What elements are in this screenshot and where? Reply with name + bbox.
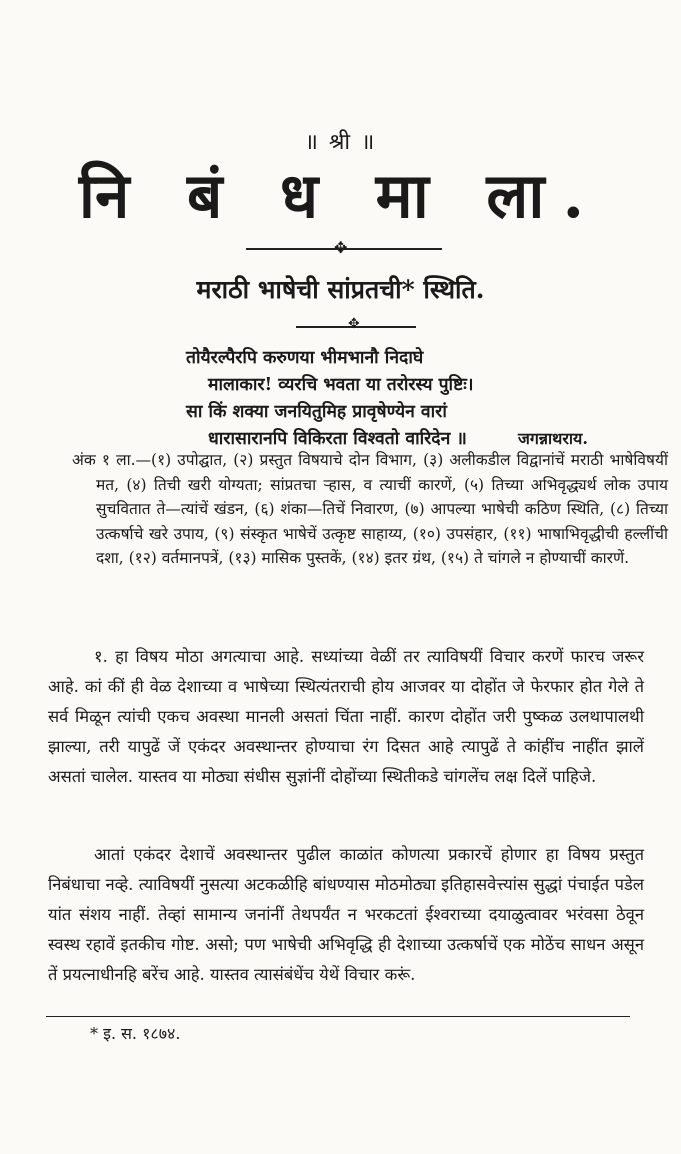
verse-author: जगन्नाथराय. (518, 429, 588, 448)
chapter-contents: अंक १ ला.—(१) उपोद्घात, (२) प्रस्तुत विषयाचे दोन विभाग, (३) अलीकडील विद्वानांचें मराठी भाषेविषयीं मत, (४) तिची खरी योग्यता; सांप्रतचा ऱ्हास, व त्याचीं कारणें, (५) तिच्या अभिवृद्ध्यर्थ लोक उपाय सुचवितात ते—त्यांचें खंडन, (६) शंका—तिचें निवारण, (७) आपल्या भाषेची कठिण स्थिति, (८) तिच्या उत्कर्षाचे खरे उपाय, (९) संस्कृत भाषेचें उत्कृष्ट साहाय्य, (१०) उपसंहार, (११) भाषाभिवृद्धीची हल्लींची दशा, (१२) वर्तमानपत्रें, (१३) मासिक पुस्तकें, (१४) इतर ग्रंथ, (१५) ते चांगले न होण्याचीं कारणें. (72, 451, 668, 567)
footnote: * इ. स. १८७४. (90, 1024, 181, 1043)
chapter-subtitle: मराठी भाषेची सांप्रतची* स्थिति. (196, 275, 485, 304)
verse-line: तोयैरल्पैरपि करुणया भीमभानौ निदाघे (186, 348, 424, 368)
body-paragraph: आतां एकंदर देशाचें अवस्थान्तर पुढील काळांत कोणत्या प्रकारचें होणार हा विषय प्रस्तुत निबंधाचा नव्हे. त्याविषयीं नुसत्या अटकळीहि बांधण्यास मोठमोठ्या इतिहासवेत्त्यांस सुद्धां पंचाईत पडेल यांत संशय नाहीं. तेव्हां सामान्य जनांनीं तेथपर्यंत न भरकटतां ईश्वराच्या दयाळुत्वावर भरंवसा ठेवून स्वस्थ रहावें इतकीच गोष्ट. असो; पण भाषेची अभिवृद्धि ही देशाच्या उत्कर्षाचें एक मोठेंच साधन असून तें प्रयत्नाधीनहि बरेंच आहे. यास्तव त्यासंबंधेंच येथें विचार करूं. (48, 844, 644, 984)
ornament-icon: ✥ (334, 238, 348, 257)
verse-line: सा किं शक्या जनयितुमिह प्रावृषेण्येन वारां (186, 402, 447, 422)
shri-heading: ॥ श्री ॥ (304, 130, 377, 155)
verse-line: मालाकार! व्यरचि भवता या तरोरस्य पुष्टिः। (208, 375, 474, 395)
body-paragraph: १. हा विषय मोठा अगत्याचा आहे. सध्यांच्या वेळीं तर त्याविषयीं विचार करणें फारच जरूर आहे. कां कीं ही वेळ देशाच्या व भाषेच्या स्थित्यंतराची होय आजवर या दोहोंत जे फेरफार होत गेले ते सर्व मिळून त्यांची एकच अवस्था मानली असतां चिंता नाहीं. कारण दोहोंत जरी पुष्कळ उलथापालथी झाल्या, तरी यापुढें जें एकंदर अवस्थान्तर होण्याचा रंग दिसत आहे त्यापुढें ते कांहींच नाहींत झालें असतां चालेल. यास्तव या मोठ्या संधीस सुज्ञांनीं दोहोंच्या स्थितीकडे चांगलेंच लक्ष दिलें पाहिजे. (48, 646, 644, 786)
page-title: नि बं ध मा ला. (78, 159, 603, 232)
footnote-divider (46, 1016, 630, 1017)
verse-line: धारासारानपि विकिरता विश्वतो वारिदेन ॥ (208, 429, 467, 449)
ornament-icon: ✥ (348, 316, 360, 332)
